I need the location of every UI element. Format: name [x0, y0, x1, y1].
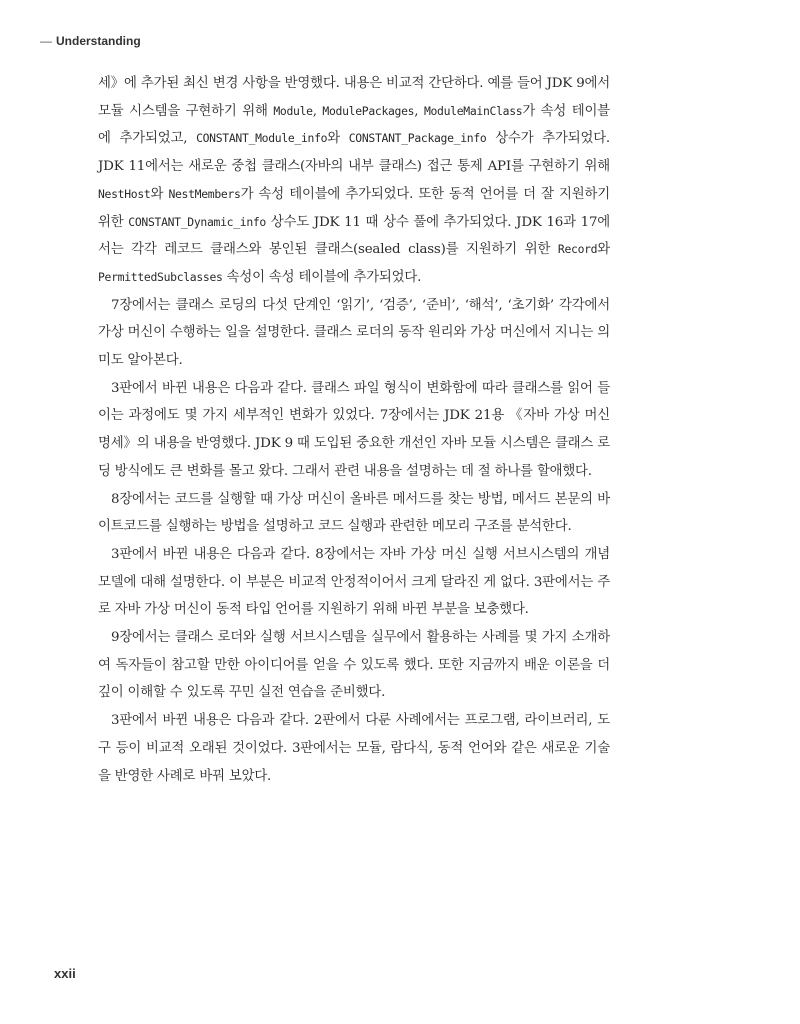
inline-code: CONSTANT_Module_info: [196, 131, 328, 146]
inline-code: ModuleMainClass: [423, 103, 523, 118]
paragraph-text: 3판에서 바뀐 내용은 다음과 같다. 8장에서는 자바 가상 머신 실행 서브시스템의 개념 모델에 대해 설명한다. 이 부분은 비교적 안정적이어서 크게 달라진 게 없다. 3판에서는 주로 자바 가상 머신이 동적 타입 언어를 지원하기 위해 바뀐 부분을 보충했다.: [98, 546, 610, 618]
paragraph: [98, 70, 610, 292]
paragraph-text: 가 속성 테이블에 추가되었고,: [98, 103, 610, 147]
inline-code: NestHost: [98, 186, 151, 201]
paragraph-text: 7장에서는 클래스 로딩의 다섯 단계인 ‘읽기’, ‘검증’, ‘준비’, ‘해석’, ‘초기화’ 각각에서 가상 머신이 수행하는 일을 설명한다. 클래스 로더의 동작 원리와 가상 머신에서 지니는 의미도 알아본다.: [98, 297, 610, 369]
paragraph: [98, 292, 610, 375]
paragraph: [98, 624, 610, 707]
paragraph-text: ,: [312, 103, 323, 119]
body-text: [98, 70, 610, 790]
inline-code: CONSTANT_Dynamic_info: [128, 214, 266, 229]
paragraph-text: 상수가 추가되었다. JDK 11에서는 새로운 중첩 클래스(자바의 내부 클래스) 접근 통제 API를 구현하기 위해: [98, 131, 610, 175]
paragraph-text: 3판에서 바뀐 내용은 다음과 같다. 클래스 파일 형식이 변화함에 따라 클래스를 읽어 들이는 과정에도 몇 가지 세부적인 변화가 있었다. 7장에서는 JDK 21용 《자바 가상 머신 명세》의 내용을 반영했다. JDK 9 때 도입된 중요한 개선인 자바 모듈 시스템은 클래스 로딩 방식에도 큰 변화를 몰고 왔다. 그래서 관련 내용을 설명하는 데 절 하나를 할애했다.: [98, 380, 610, 479]
paragraph: [98, 707, 610, 790]
inline-code: PermittedSubclasses: [98, 269, 223, 284]
paragraph: [98, 375, 610, 486]
paragraph: [98, 541, 610, 624]
header-dash: —: [40, 34, 52, 48]
inline-code: CONSTANT_Package_info: [348, 131, 487, 146]
paragraph-text: 속성이 속성 테이블에 추가되었다.: [222, 269, 422, 285]
paragraph-text: 상수도 JDK 11 때 상수 풀에 추가되었다. JDK 16과 17에서는 각각 레코드 클래스와 봉인된 클래스(sealed class)를 지원하기 위한: [98, 214, 610, 258]
paragraph-text: 와: [150, 186, 169, 202]
running-header: [40, 34, 141, 48]
paragraph: [98, 486, 610, 541]
inline-code: Module: [273, 103, 313, 118]
header-title: Understanding: [56, 34, 141, 48]
page-number: xxii: [54, 966, 76, 981]
inline-code: NestMembers: [168, 186, 241, 201]
paragraph-text: 와: [327, 131, 349, 147]
paragraph-text: 3판에서 바뀐 내용은 다음과 같다. 2판에서 다룬 사례에서는 프로그램, 라이브러리, 도구 등이 비교적 오래된 것이었다. 3판에서는 모듈, 람다식, 동적 언어와 같은 새로운 기술을 반영한 사례로 바꿔 보았다.: [98, 713, 610, 784]
paragraph-text: 9장에서는 클래스 로더와 실행 서브시스템을 실무에서 활용하는 사례를 몇 가지 소개하여 독자들이 참고할 만한 아이디어를 얻을 수 있도록 했다. 또한 지금까지 배운 이론을 더 깊이 이해할 수 있도록 꾸민 실전 연습을 준비했다.: [98, 630, 610, 701]
inline-code: ModulePackages: [322, 103, 415, 118]
inline-code: Record: [557, 242, 598, 257]
paragraph-text: 8장에서는 코드를 실행할 때 가상 머신이 올바른 메서드를 찾는 방법, 메서드 본문의 바이트코드를 실행하는 방법을 설명하고 코드 실행과 관련한 메모리 구조를 분석한다.: [98, 491, 610, 535]
paragraph-text: 와: [597, 242, 610, 258]
paragraph-text: 세》에 추가된 최신 변경 사항을 반영했다. 내용은 비교적 간단하다. 예를 들어 JDK 9에서 모듈 시스템을 구현하기 위해: [98, 76, 610, 119]
paragraph-text: 가 속성 테이블에 추가되었다. 또한 동적 언어를 더 잘 지원하기 위한: [98, 186, 611, 230]
paragraph-text: ,: [414, 103, 424, 119]
